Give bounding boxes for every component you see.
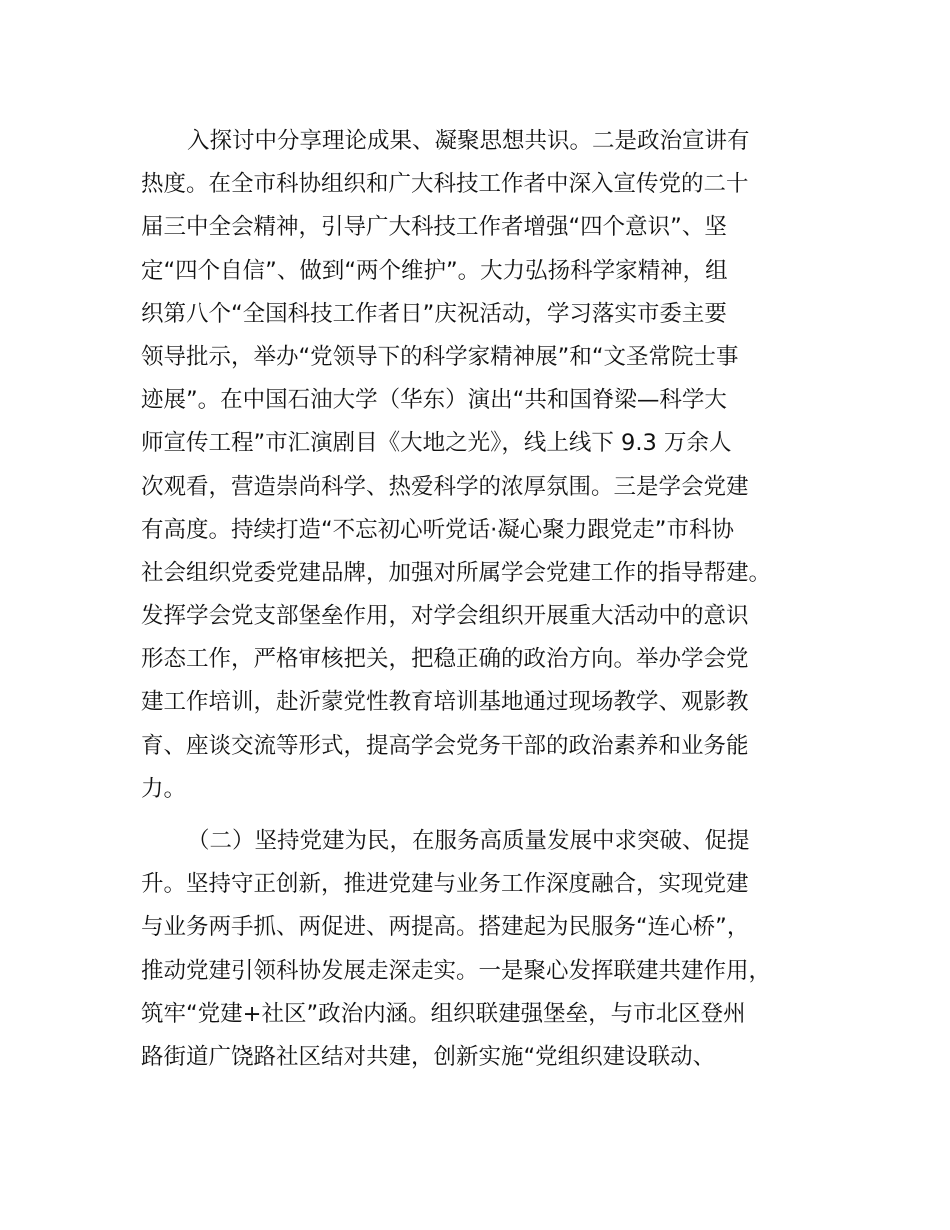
document-body xyxy=(141,120,841,1079)
text-line: 形态工作，严格审核把关，把稳正确的政治方向。举办学会党 xyxy=(141,646,749,673)
text-line: 建工作培训，赴沂蒙党性教育培训基地通过现场教学、观影教 xyxy=(141,689,749,716)
text-line: 师宣传工程”市汇演剧目《大地之光》，线上线下 9.3 万余人 xyxy=(141,430,732,457)
text-line: 入探讨中分享理论成果、凝聚思想共识。二是政治宣讲有 xyxy=(187,128,750,154)
paragraph-2 xyxy=(141,820,841,1079)
text-line: 定“四个自信”、做到“两个维护”。大力弘扬科学家精神，组 xyxy=(141,257,728,284)
text-line: 路街道广饶路社区结对共建，创新实施“党组织建设联动、 xyxy=(141,1043,716,1070)
text-line: 热度。在全市科协组织和广大科技工作者中深入宣传党的二十 xyxy=(141,171,749,198)
text-line: 推动党建引领科协发展走深走实。一是聚心发挥联建共建作用， xyxy=(141,957,772,984)
text-line: 发挥学会党支部堡垒作用，对学会组织开展重大活动中的意识 xyxy=(141,603,749,630)
text-line: 届三中全会精神，引导广大科技工作者增强“四个意识”、坚 xyxy=(141,214,727,241)
text-line: 育、座谈交流等形式，提高学会党务干部的政治素养和业务能 xyxy=(141,732,749,759)
text-line: 织第八个“全国科技工作者日”庆祝活动，学习落实市委主要 xyxy=(141,300,727,327)
text-line: 力。 xyxy=(141,775,187,802)
text-line: 领导批示，举办“党领导下的科学家精神展”和“文圣常院士事 xyxy=(141,343,739,370)
text-line: 与业务两手抓、两促进、两提高。搭建起为民服务“连心桥”， xyxy=(141,914,750,941)
text-line: 社会组织党委党建品牌，加强对所属学会党建工作的指导帮建。 xyxy=(141,559,772,586)
text-line: 有高度。持续打造“不忘初心听党话·凝心聚力跟党走”市科协 xyxy=(141,516,734,543)
text-line: 筑牢“党建+社区”政治内涵。组织联建强堡垒，与市北区登州 xyxy=(141,1000,746,1027)
text-line: （二）坚持党建为民，在服务高质量发展中求突破、促提 xyxy=(187,828,750,854)
text-line: 升。坚持守正创新，推进党建与业务工作深度融合，实现党建 xyxy=(141,871,749,898)
paragraph-1 xyxy=(141,120,841,811)
text-line: 次观看，营造崇尚科学、热爱科学的浓厚氛围。三是学会党建 xyxy=(141,473,749,500)
text-line: 迹展”。在中国石油大学（华东）演出“共和国脊梁—科学大 xyxy=(141,387,727,414)
paragraph-spacer xyxy=(141,811,841,820)
